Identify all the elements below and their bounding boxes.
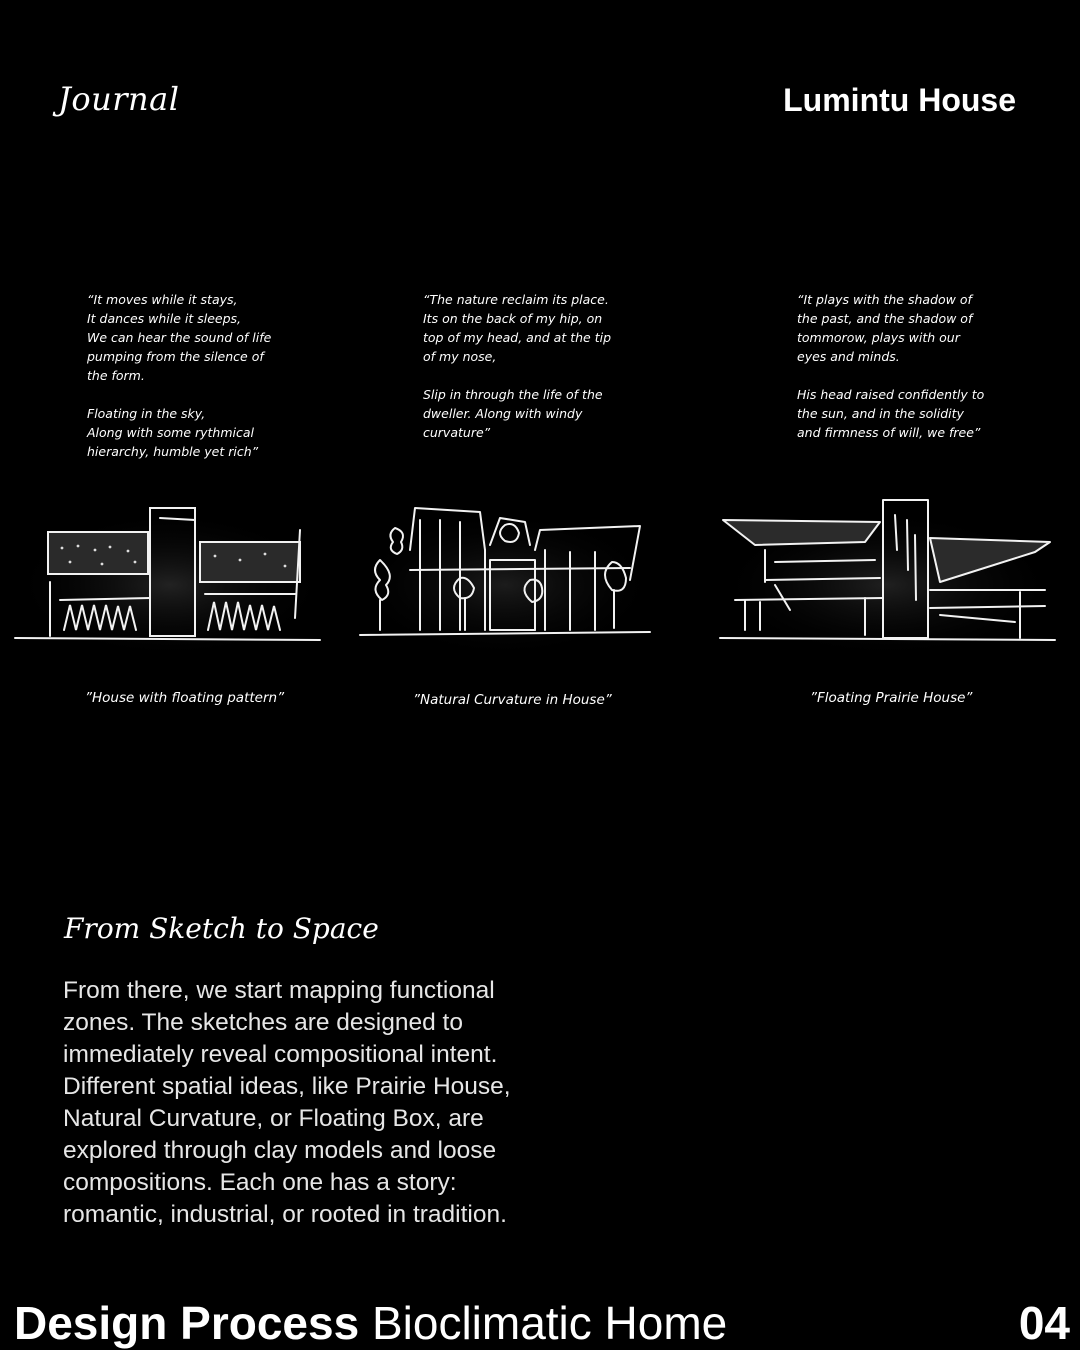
section-body: From there, we start mapping functional zones. The sketches are designed to immediately reveal compositional intent. Different spatial ideas, like Prairie House, Natural Curvature, or Floating Box, are explored through clay models and loose compositions. Each one has a story: romantic, industrial, or rooted in tradition. [63,977,511,1228]
journal-label: Journal [58,80,180,118]
sketch-natural-curvature-house [350,490,660,660]
footer-subtitle: Bioclimatic Home [371,1297,728,1349]
sketch-quote-1: “It moves while it stays, It dances while it sleeps, We can hear the sound of life pumping from the silence of the form. Floating in the sky, Along with some rythmical hierarchy, humble yet rich” [87,292,272,459]
footer-bold-label: Design Process [14,1297,360,1349]
sketch-quote-2: “The nature reclaim its place. Its on the back of my hip, on top of my head, and at the tip of my nose, Slip in through the life of the dweller. Along with windy curvature” [423,292,612,440]
section-title: From Sketch to Space [64,912,379,945]
project-title: Lumintu House [783,82,1016,118]
sketch-caption-3: ”Floating Prairie House” [810,690,973,706]
sketch-quote-3: “It plays with the shadow of the past, and the shadow of tommorow, plays with our eyes and minds. His head raised confidently to the sun, and in the solidity and firmness of will, we free” [797,292,985,440]
sketch-caption-2: ”Natural Curvature in House” [413,692,612,708]
sketch-caption-1: ”House with floating pattern” [85,690,285,706]
footer-title [14,1296,727,1350]
sketch-floating-pattern-house [10,490,330,660]
sketch-floating-prairie-house [715,490,1060,660]
page-number: 04 [1018,1297,1070,1349]
